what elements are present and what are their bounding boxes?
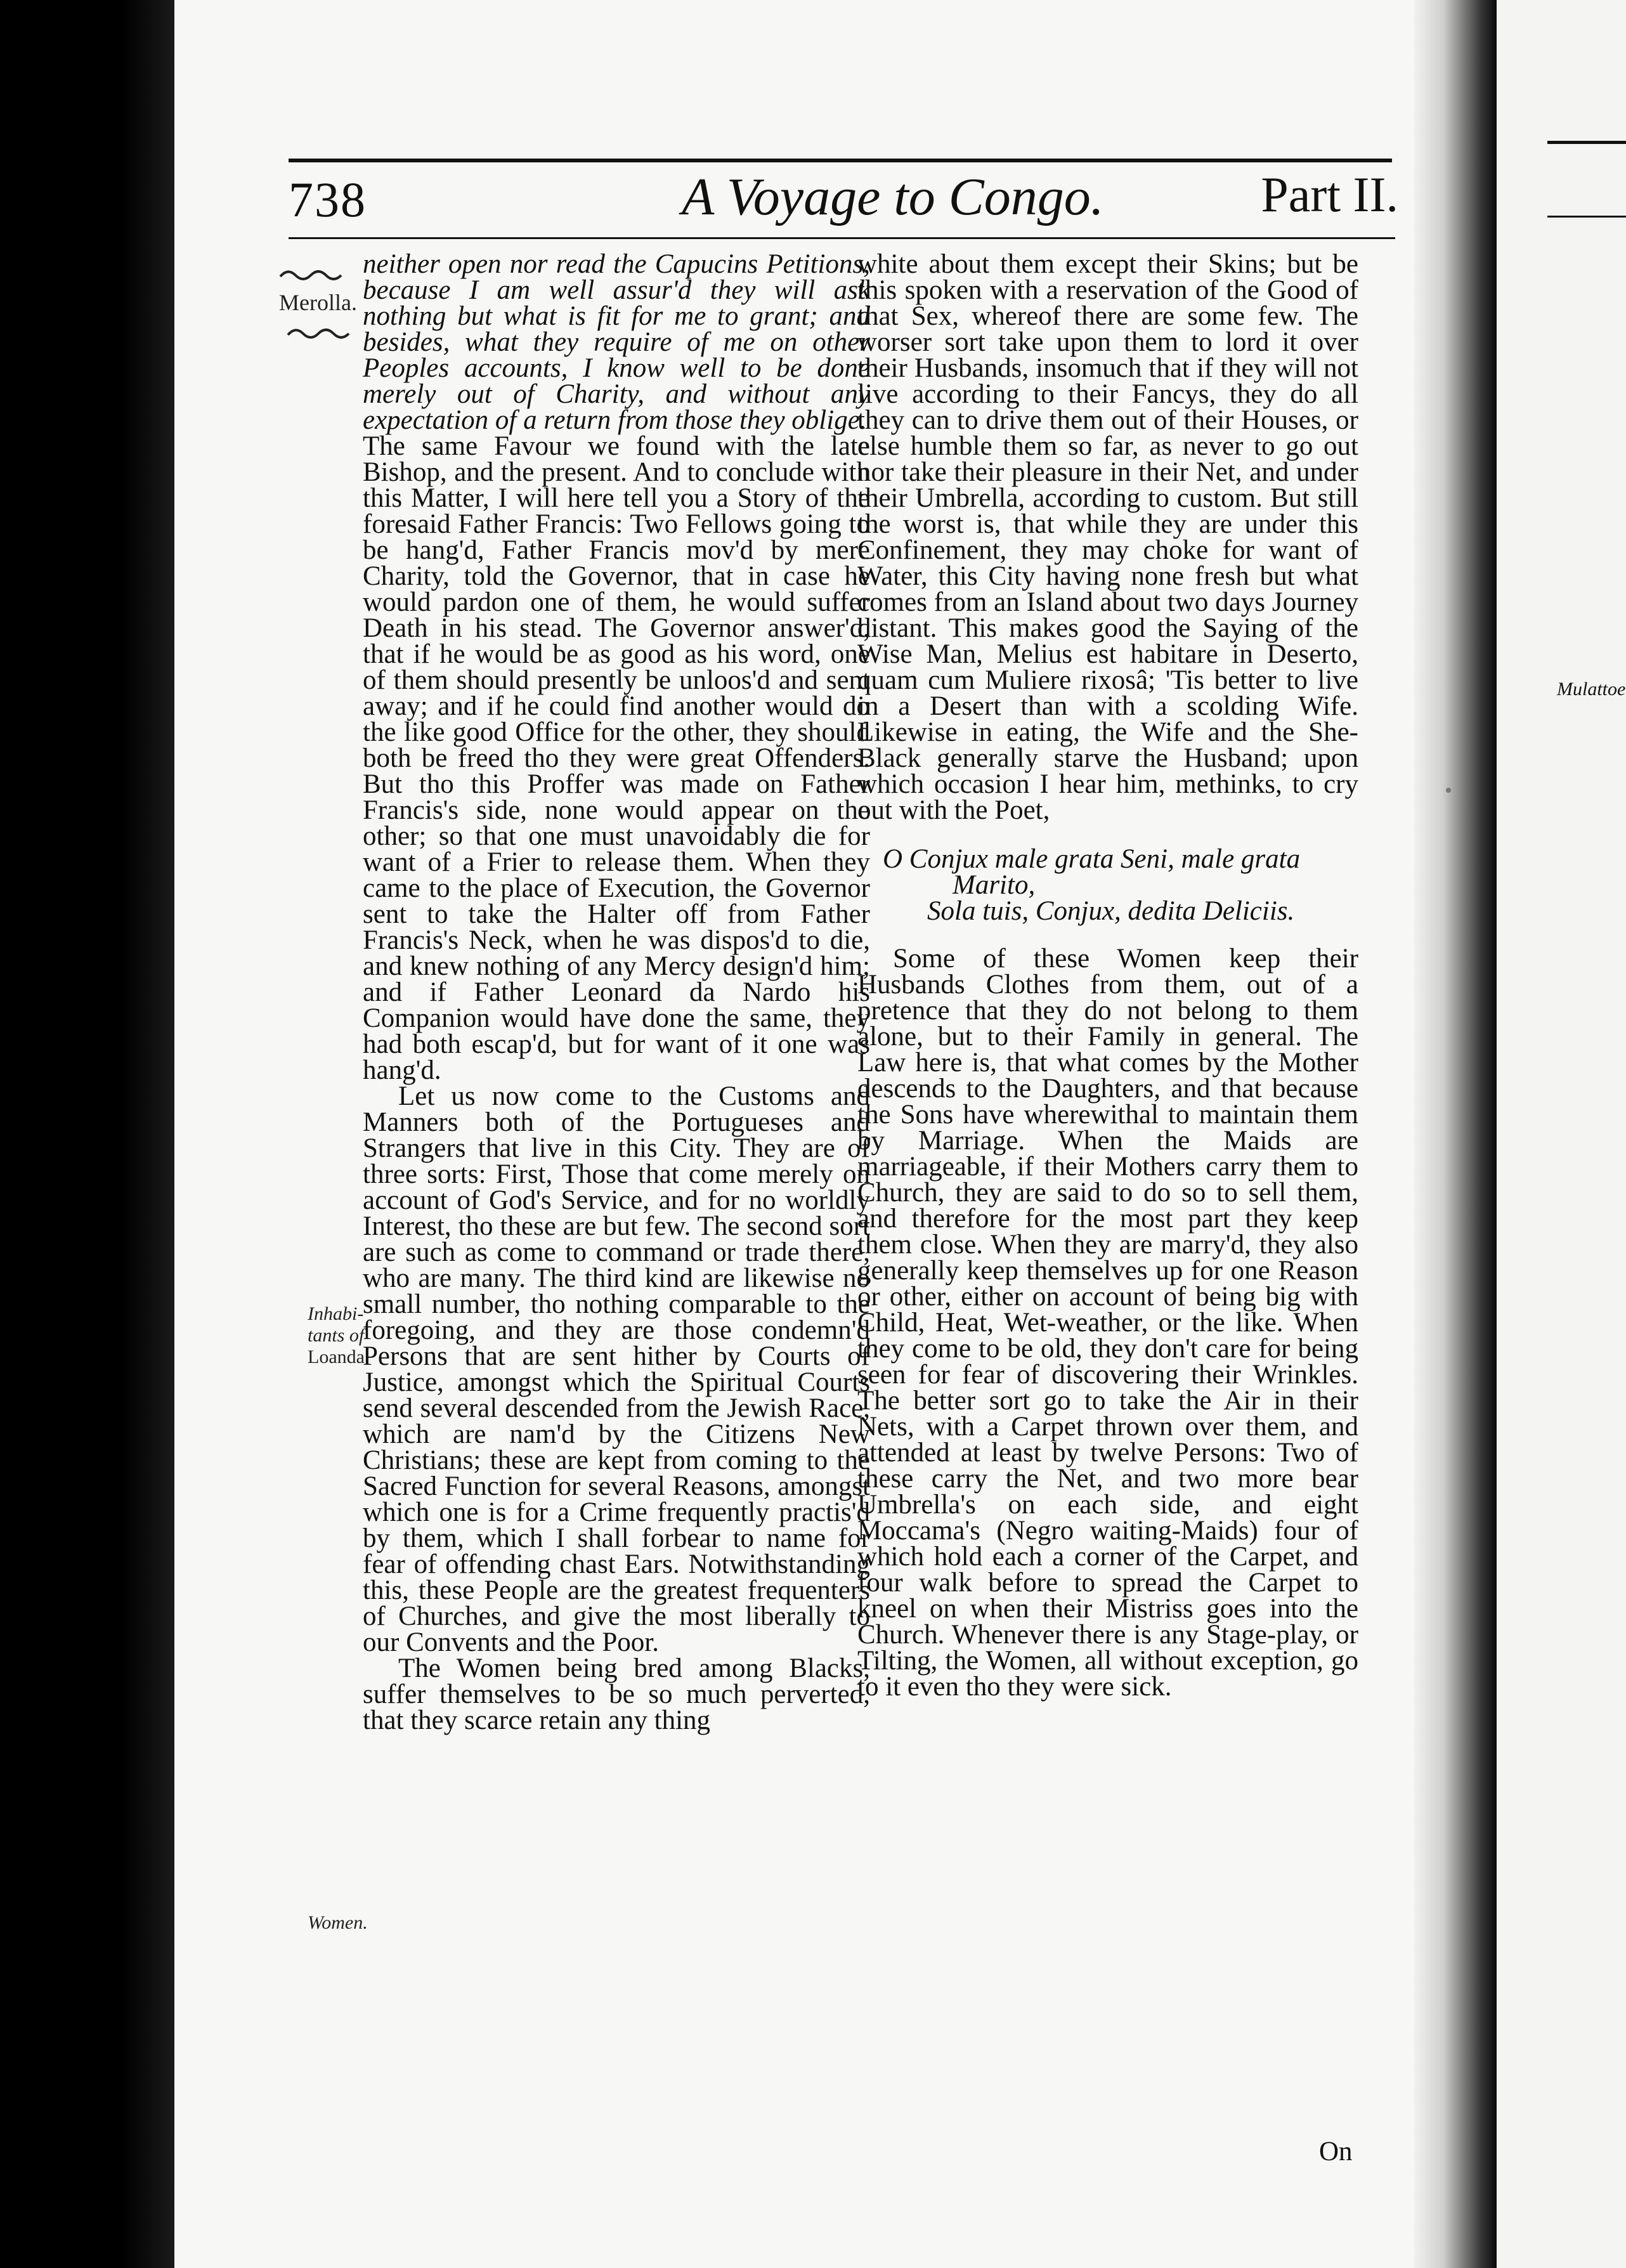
squiggle-mark-top	[279, 265, 349, 284]
poem-line: O Conjux male grata Seni, male grata	[883, 844, 1301, 874]
margin-note-women: Women.	[308, 1912, 368, 1933]
facing-rule-2	[1547, 216, 1626, 218]
part-label: Part II.	[1261, 167, 1398, 222]
left-paragraph-story: The same Favour we found with the late Bishop, and the present. And to conclude with this Matter, I will here tell you a Story of the foresaid Father Francis: Two Fellows going to be hang'd, Father Francis mov'd by mere Charity, told the Governor, that in case he would pardon one of them, he would suffer Death in his stead. The Governor answer'd, that if he would be as good as his word, one of them should presently be unloos'd and sent away; and if he could find another would do the like good Office for the other, they should both be freed tho they were great Offenders. But tho this Proffer was made on Father Francis's side, none would appear on the other; so that one must unavoidably die for want of a Frier to release them. When they came to the place of Execution, the Governor sent to take the Halter off from Father Francis's Neck, when he was dispos'd to die, and knew nothing of any Mercy design'd him; and if Father Leonard da Nardo his Companion would have done the same, they had both escap'd, but for want of it one was hang'd.	[363, 431, 870, 1085]
margin-note-line: Loanda.	[308, 1346, 370, 1367]
squiggle-mark-bottom	[287, 323, 356, 342]
running-title: A Voyage to Congo.	[682, 167, 1104, 226]
page-header	[289, 167, 1398, 228]
facing-page	[1497, 0, 1626, 2268]
left-paragraph-quote: neither open nor read the Capucins Petitions, because I am well assur'd they will ask nothing but what is fit for me to grant; and besides, what they require of me on other Peoples accounts, I know well to be done merely out of Charity, and without any expectation of a return from those they oblige.	[363, 249, 870, 435]
page-number: 738	[289, 172, 367, 227]
margin-note-inhabitants	[308, 1303, 369, 1368]
facing-rule-1	[1547, 141, 1626, 144]
margin-note-line: tants of	[308, 1325, 365, 1346]
right-column	[857, 251, 1358, 1700]
latin-poem	[857, 846, 1358, 924]
left-paragraph-women: The Women being bred among Blacks, suffer themselves to be so much perverted, that they scarce retain any thing	[363, 1653, 870, 1735]
book-gutter	[0, 0, 174, 2268]
right-paragraph-clothes: Some of these Women keep their Husbands Clothes from them, out of a pretence that they do not belong to them alone, but to their Family in general. The Law here is, that what comes by the Mother descends to the Daughters, and that because the Sons have wherewithal to maintain them by Marriage. When the Maids are marriageable, if their Mothers carry them to Church, they are said to do so to sell them, and therefore for the most part they keep them close. When they are marry'd, they also generally keep themselves up for one Reason or other, either on account of being big with Child, Heat, Wet-weather, or the like. When they come to be old, they don't care for being seen for fear of discovering their Wrinkles. The better sort go to take the Air in their Nets, with a Carpet thrown over them, and attended at least by twelve Persons: Two of these carry the Net, and two more bear Umbrella's on each side, and eight Moccama's (Negro waiting-Maids) four of which hold each a corner of the Carpet, and four walk before to spread the Carpet to kneel on when their Mistriss goes into the Church. Whenever there is any Stage-play, or Tilting, the Women, all without exception, go to it even tho they were sick.	[857, 944, 1358, 1702]
margin-note-line: Inhabi-	[308, 1303, 364, 1324]
right-paragraph-wives: white about them except their Skins; but be this spoken with a reservation of the Good of that Sex, whereof there are some few. The worser sort take upon them to lord it over their Husbands, insomuch that if they will not live according to their Fancys, they do all they can to drive them out of their Houses, or else humble them so far, as never to go out nor take their pleasure in their Net, and under their Umbrella, according to custom. But still the worst is, that while they are under this Confinement, they may choke for want of Water, this City having none fresh but what comes from an Island about two days Journey distant. This makes good the Saying of the Wise Man, Melius est habitare in Deserto, quam cum Muliere rixosâ; 'Tis better to live in a Desert than with a scolding Wife. Likewise in eating, the Wife and the She-Black generally starve the Husband; upon which occasion I hear him, methinks, to cry out with the Poet,	[857, 249, 1358, 825]
header-rule-top	[289, 159, 1392, 162]
poem-line: Sola tuis, Conjux, dedita Deliciis.	[927, 896, 1295, 926]
page-edge-shadow	[1414, 0, 1497, 2268]
margin-note-merolla: Merolla.	[279, 290, 357, 315]
left-paragraph-customs: Let us now come to the Customs and Manners both of the Portugueses and Strangers that live in this City. They are of three sorts: First, Those that come merely on account of God's Service, and for no worldly Interest, tho these are but few. The second sort are such as come to command or trade there, who are many. The third kind are likewise no small number, tho nothing comparable to the foregoing, and they are those condemn'd Persons that are sent hither by Courts of Justice, amongst which the Spiritual Courts send several descended from the Jewish Race, which are nam'd by the Citizens New Christians; these are kept from coming to the Sacred Function for several Reasons, amongst which one is for a Crime frequently practis'd by them, which I shall forbear to name for fear of offending chast Ears. Notwithstanding this, these People are the greatest frequenters of Churches, and give the most liberally to our Convents and the Poor.	[363, 1081, 870, 1657]
poem-line: Marito,	[953, 870, 1036, 900]
facing-margin-note: Mulattoe	[1557, 679, 1626, 700]
catchword: On	[1319, 2137, 1353, 2167]
header-rule-bottom	[289, 237, 1395, 239]
facing-page-mark	[1446, 788, 1451, 793]
left-column	[363, 251, 870, 1733]
